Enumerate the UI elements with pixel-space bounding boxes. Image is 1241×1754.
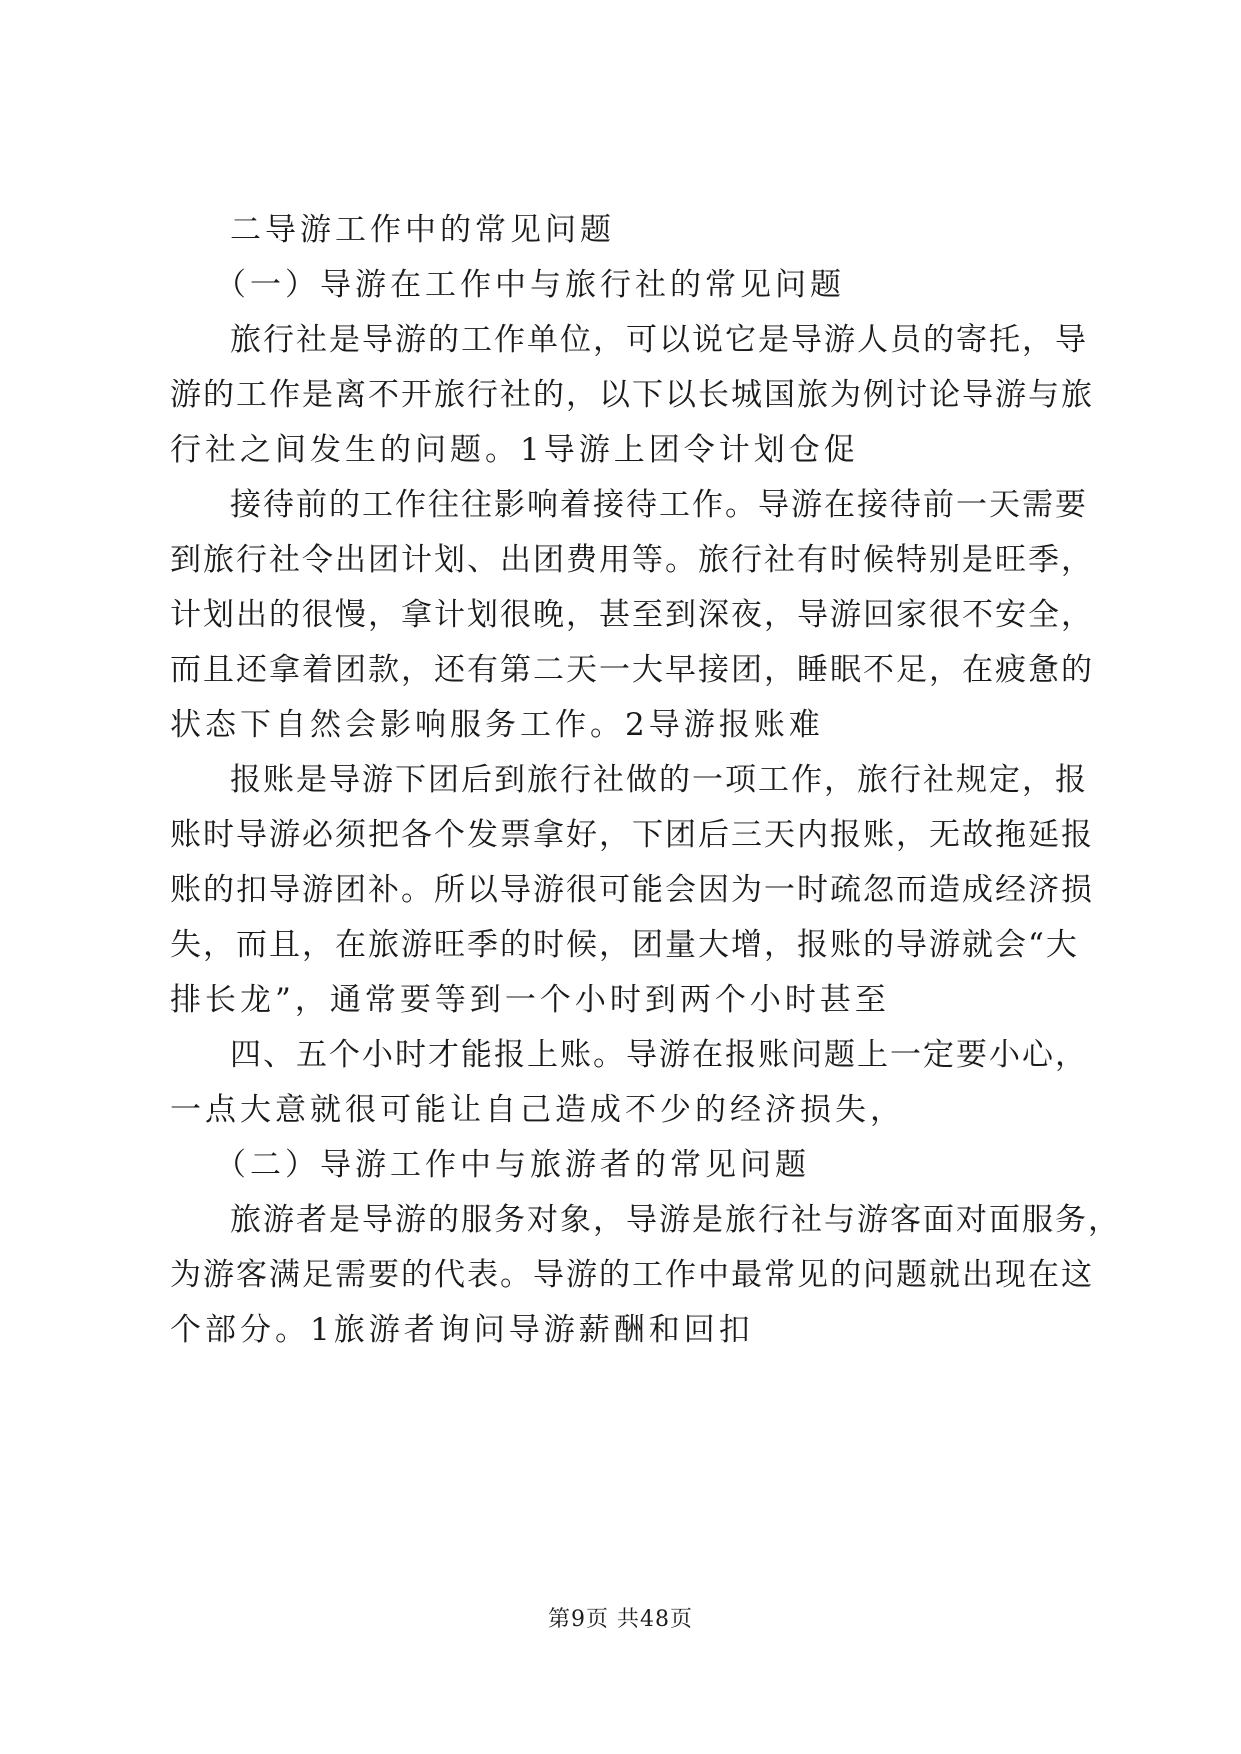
paragraph-line: 游的工作是离不开旅行社的，以下以长城国旅为例讨论导游与旅 [170, 377, 1094, 413]
paragraph-line: 账的扣导游团补。所以导游很可能会因为一时疏忽而造成经济损 [170, 872, 1094, 908]
paragraph-line: 账时导游必须把各个发票拿好，下团后三天内报账，无故拖延报 [170, 817, 1094, 853]
subsection-heading: （二）导游工作中与旅游者的常见问题 [215, 1147, 810, 1183]
paragraph-line: 接待前的工作往往影响着接待工作。导游在接待前一天需要 [230, 487, 1088, 523]
paragraph-line: 状态下自然会影响服务工作。2导游报账难 [170, 707, 824, 743]
page-footer: 第9页 共48页 [548, 1607, 693, 1632]
paragraph-line: 计划出的很慢，拿计划很晚，甚至到深夜，导游回家很不安全， [170, 597, 1094, 633]
paragraph-line: 排长龙”，通常要等到一个小时到两个小时甚至 [170, 982, 890, 1018]
paragraph-line: 旅游者是导游的服务对象，导游是旅行社与游客面对面服务， [230, 1202, 1121, 1238]
paragraph-line: 行社之间发生的问题。1导游上团令计划仓促 [170, 432, 859, 468]
paragraph-line: 而且还拿着团款，还有第二天一大早接团，睡眠不足，在疲惫的 [170, 652, 1094, 688]
section-heading: 二导游工作中的常见问题 [230, 212, 615, 248]
paragraph-line: 个部分。1旅游者询问导游薪酬和回扣 [170, 1312, 754, 1348]
paragraph-line: 四、五个小时才能报上账。导游在报账问题上一定要小心， [230, 1037, 1088, 1073]
paragraph-line: 失，而且，在旅游旺季的时候，团量大增，报账的导游就会“大 [170, 927, 1079, 963]
subsection-heading: （一）导游在工作中与旅行社的常见问题 [215, 267, 845, 303]
paragraph-line: 旅行社是导游的工作单位，可以说它是导游人员的寄托，导 [230, 322, 1088, 358]
paragraph-line: 为游客满足需要的代表。导游的工作中最常见的问题就出现在这 [170, 1257, 1094, 1293]
paragraph-line: 报账是导游下团后到旅行社做的一项工作，旅行社规定，报 [230, 762, 1088, 798]
paragraph-line: 一点大意就很可能让自己造成不少的经济损失， [170, 1092, 905, 1128]
paragraph-line: 到旅行社令出团计划、出团费用等。旅行社有时候特别是旺季， [170, 542, 1094, 578]
